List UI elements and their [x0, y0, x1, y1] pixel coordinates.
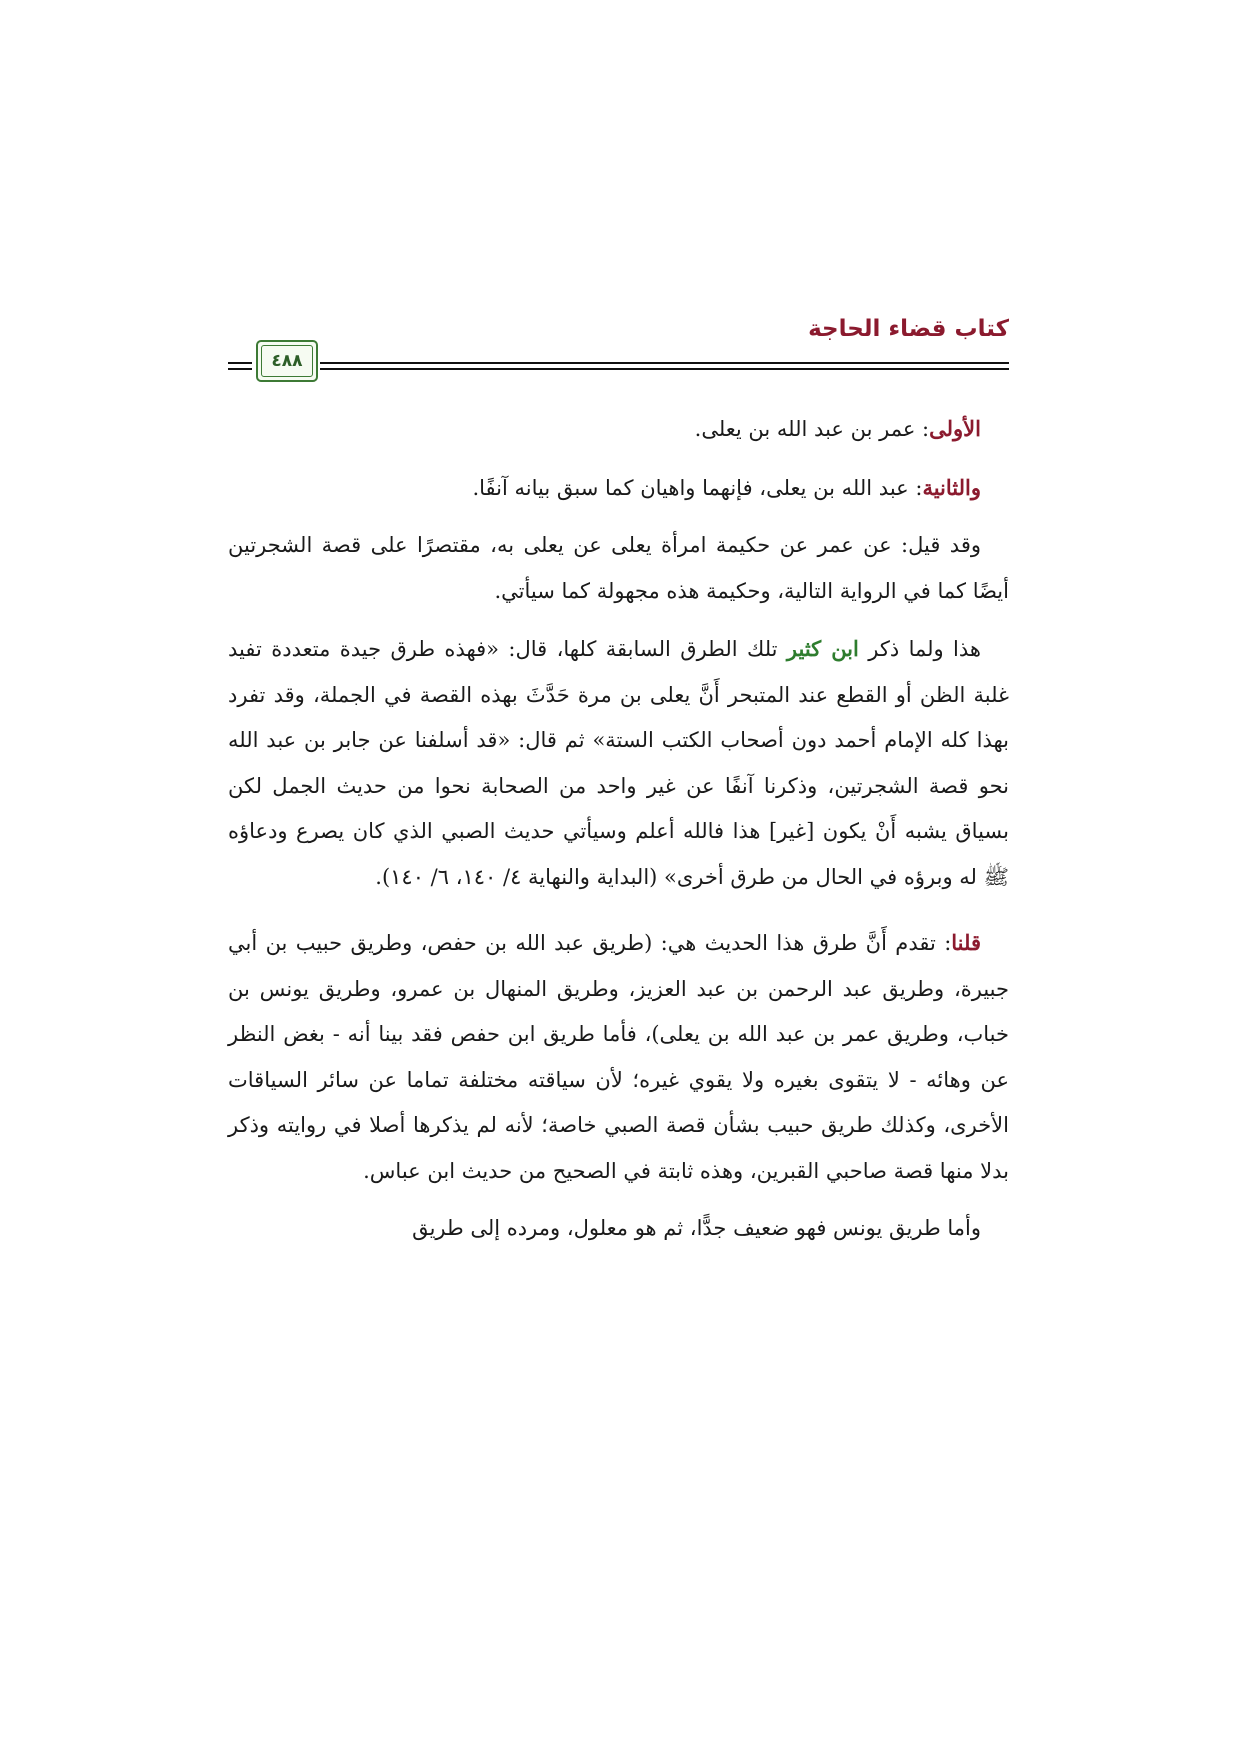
paragraph-5	[228, 920, 1009, 1194]
paragraph-6: وأما طريق يونس فهو ضعيف جدًّا، ثم هو معلول، ومرده إلى طريق	[412, 1216, 981, 1240]
header-rule-bottom	[320, 368, 1009, 370]
page-number: ٤٨٨	[271, 351, 303, 371]
header-rule-left-top	[228, 362, 252, 364]
paragraph-1	[228, 406, 1009, 453]
paragraph-2-text: : عبد الله بن يعلى، فإنهما واهيان كما سبق بيانه آنفًا.	[472, 475, 923, 500]
paragraph-5-text: : تقدم أَنَّ طرق هذا الحديث هي: (طريق عبد الله بن حفص، وطريق حبيب بن أبي جبيرة، وطريق عبد الرحمن بن عبد العزيز، وطريق المنهال بن عمرو، وطريق يونس بن خباب، وطريق عمر بن عبد الله بن يعلى)، فأما طريق ابن حفص فقد بينا أنه - بغض النظر عن وهائه - لا يتقوى بغيره ولا يقوي غيره؛ لأن سياقته مختلفة تماما عن سائر السياقات الأخرى، وكذلك طريق حبيب بشأن قصة الصبي خاصة؛ لأنه لم يذكرها أصلا في روايته وذكر بدلا منها قصة صاحبي القبرين، وهذه ثابتة في الصحيح من حديث ابن عباس.	[228, 931, 1009, 1183]
page-body	[228, 406, 1009, 1252]
page-number-badge	[256, 340, 318, 382]
paragraph-4-text: تلك الطرق السابقة كلها، قال: «فهذه طرق جيدة متعددة تفيد غلبة الظن أو القطع عند المتبحر أَنَّ يعلى بن مرة حَدَّثَ بهذه القصة في الجملة، وقد تفرد بهذا كله الإمام أحمد دون أصحاب الكتب الستة» ثم قال: «قد أسلفنا عن جابر بن عبد الله نحو قصة الشجرتين، وذكرنا آنفًا عن غير واحد من الصحابة نحوا من حديث الجمل لكن بسياق يشبه أَنْ يكون [غير] هذا فالله أعلم وسيأتي حديث الصبي الذي كان يصرع ودعاؤه ﷺ له وبرؤه في الحال من طرق أخرى» (البداية والنهاية ٤/ ١٤٠، ٦/ ١٤٠).	[228, 637, 1009, 889]
paragraph-2	[228, 465, 1009, 512]
keyword-first: الأولى	[929, 416, 981, 441]
header-rule-left-bottom	[228, 368, 252, 370]
paragraph-4-pre: هذا ولما ذكر	[858, 637, 981, 661]
paragraph-3: وقد قيل: عن عمر عن حكيمة امرأة يعلى عن يعلى به، مقتصرًا على قصة الشجرتين أيضًا كما في الرواية التالية، وحكيمة هذه مجهولة كما سيأتي.	[228, 533, 1009, 603]
page-header	[228, 316, 1009, 386]
running-title: كتاب قضاء الحاجة	[808, 316, 1009, 342]
keyword-we-said: قلنا	[951, 930, 981, 955]
header-rule-top	[320, 362, 1009, 364]
paragraph-1-text: : عمر بن عبد الله بن يعلى.	[694, 417, 930, 441]
paragraph-4	[228, 626, 1009, 900]
scholar-name: ابن كثير	[786, 636, 859, 661]
keyword-second: والثانية	[922, 474, 981, 500]
